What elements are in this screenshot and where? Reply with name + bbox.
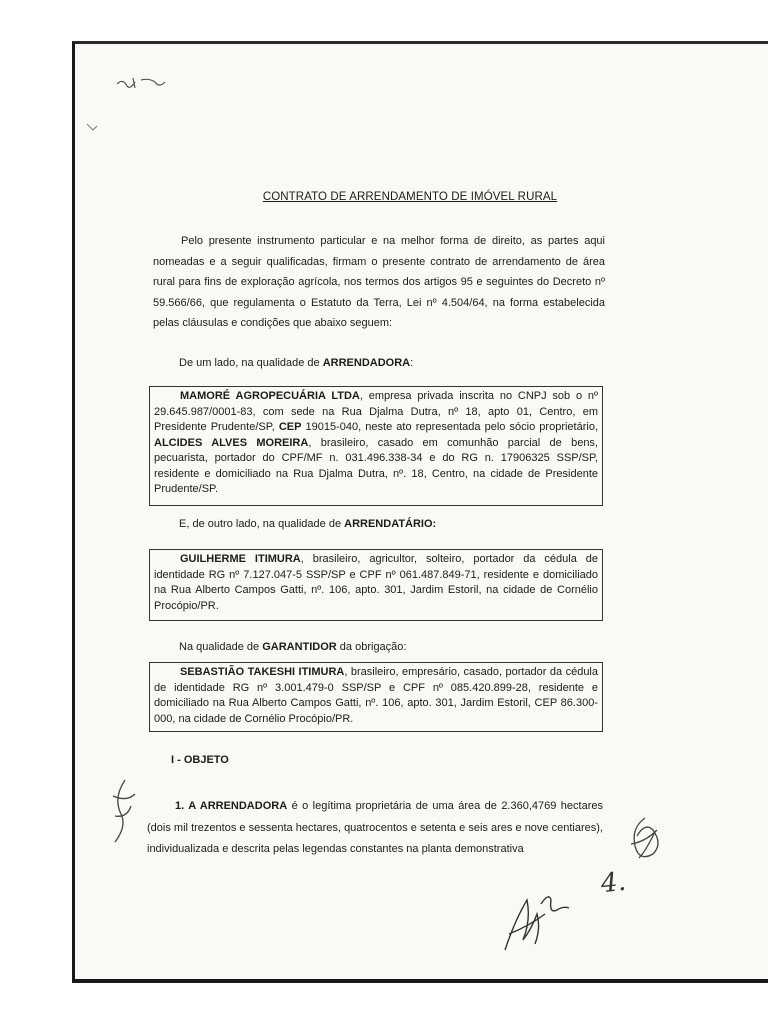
page-number: 4.: [599, 866, 628, 900]
guarantor-box: SEBASTIÃO TAKESHI ITIMURA, brasileiro, empresário, casado, portador da cédula de identidade RG nº 3.001.479-0 SSP/SP e CPF nº 085.420.899-28, residente e domiciliado na Rua Alberto Campos Gatti, nº. 106, apto. 301, Jardim Estoril, CEP 86.300-000, na cidade de Cornélio Procópio/PR.: [149, 662, 603, 732]
intro-paragraph: Pelo presente instrumento particular e na melhor forma de direito, as partes aqui nomeadas e a seguir qualificadas, firmam o presente contrato de arrendamento de área rural para fins de exploração agrícola, nos termos dos artigos 95 e seguintes do Decreto nº 59.566/66, que regulamenta o Estatuto da Terra, Lei nº 4.504/64, na forma estabelecida pelas cláusulas e condições que abaixo seguem:: [153, 235, 605, 329]
lessor-label: De um lado, na qualidade de ARRENDADORA:: [179, 357, 414, 369]
handwritten-mark-top: [111, 68, 171, 98]
guarantor-label: Na qualidade de GARANTIDOR da obrigação:: [179, 641, 407, 653]
document-page: [72, 41, 768, 983]
lessee-label: E, de outro lado, na qualidade de ARRENDATÁRIO:: [179, 518, 437, 530]
clause-1: 1. A ARRENDADORA é o legítima proprietária de uma área de 2.360,4769 hectares (dois mil trezentos e sessenta hectares, quatrocentos e setenta e seis ares e nove centiares), individualizada e descrita pelas legendas constantes na planta demonstrativa: [147, 800, 603, 855]
lessee-box: GUILHERME ITIMURA, brasileiro, agricultor, solteiro, portador da cédula de identidade RG nº 7.127.047-5 SSP/SP e CPF nº 061.487.849-71, residente e domiciliado na Rua Alberto Campos Gatti, nº. 106, apto. 301, Jardim Estoril, na cidade de Cornélio Procópio/PR.: [149, 549, 603, 621]
margin-initials-right: [625, 814, 665, 870]
small-tick-mark: [85, 120, 99, 134]
section-title: I - OBJETO: [171, 754, 229, 766]
lessee-name: GUILHERME ITIMURA: [180, 553, 301, 565]
lessor-name: MAMORÉ AGROPECUÁRIA LTDA: [180, 390, 360, 402]
document-title: CONTRATO DE ARRENDAMENTO DE IMÓVEL RURAL: [262, 191, 558, 203]
guarantor-name: SEBASTIÃO TAKESHI ITIMURA: [180, 666, 345, 678]
lessor-box: MAMORÉ AGROPECUÁRIA LTDA, empresa privada inscrita no CNPJ sob o nº 29.645.987/0001-83, com sede na Rua Djalma Dutra, nº 18, apto 01, Centro, em Presidente Prudente/SP, CEP 19015-040, neste ato representada pelo sócio proprietário, ALCIDES ALVES MOREIRA, brasileiro, casado em comunhão parcial de bens, pecuarista, portador do CPF/MF n. 031.496.338-34 e do RG n. 17906325 SSP/SP, residente e domiciliado na Rua Djalma Dutra, nº. 18, Centro, na cidade de Presidente Prudente/SP.: [149, 386, 603, 506]
lessor-representative: ALCIDES ALVES MOREIRA: [154, 436, 309, 449]
margin-initials-left: [107, 776, 141, 846]
